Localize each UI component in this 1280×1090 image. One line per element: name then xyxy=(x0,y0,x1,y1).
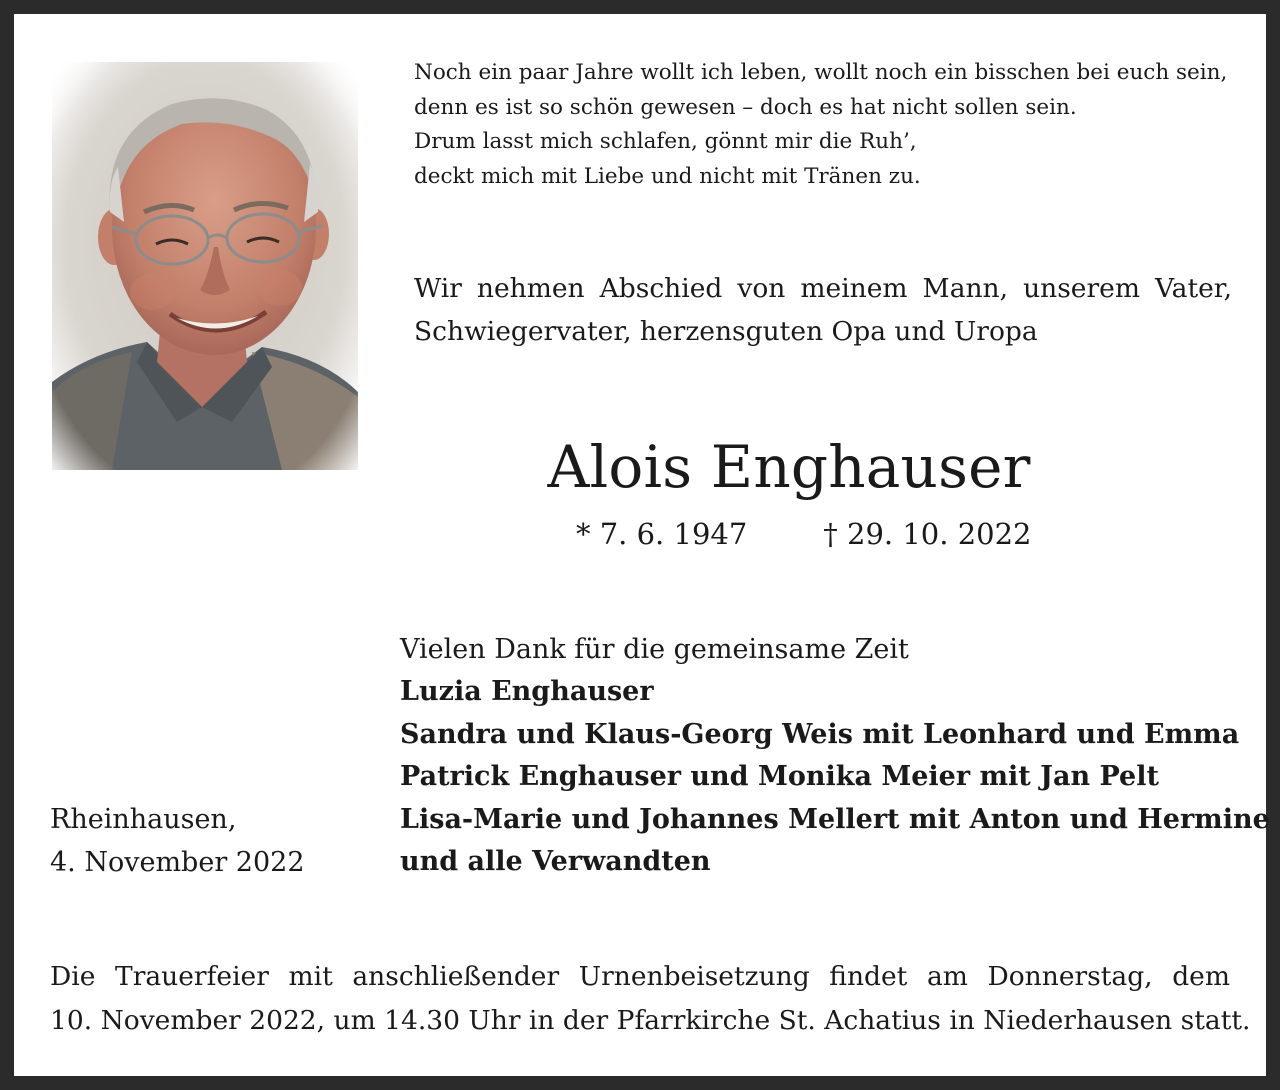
deceased-name: Alois Enghauser xyxy=(547,433,1031,501)
mourner-line: und alle Verwandten xyxy=(400,846,711,877)
poem-line: deckt mich mit Liebe und nicht mit Tränen zu. xyxy=(414,163,921,189)
mourner-line: Lisa-Marie und Johannes Mellert mit Anton und Hermine xyxy=(400,803,1270,835)
mourner-line: Sandra und Klaus-Georg Weis mit Leonhard und Emma xyxy=(400,718,1240,750)
farewell-line: Schwiegervater, herzensguten Opa und Uropa xyxy=(414,316,1038,347)
life-dates xyxy=(576,513,1032,555)
death-date: † 29. 10. 2022 xyxy=(823,517,1032,551)
mourner-line: Luzia Enghauser xyxy=(400,676,654,707)
poem-line: Noch ein paar Jahre wollt ich leben, wollt noch ein bisschen bei euch sein, xyxy=(414,60,1228,85)
service-line: 10. November 2022, um 14.30 Uhr in der Pfarrkirche St. Achatius in Niederhausen statt. xyxy=(50,1005,1251,1036)
place-line: Rheinhausen, xyxy=(50,804,237,835)
mourner-line: Patrick Enghauser und Monika Meier mit Jan Pelt xyxy=(400,761,1159,792)
service-line: Die Trauerfeier mit anschließender Urnenbeisetzung findet am Donnerstag, dem xyxy=(50,961,1230,992)
portrait-photo xyxy=(52,62,358,470)
poem-line: Drum lasst mich schlafen, gönnt mir die Ruh’, xyxy=(414,129,917,154)
thanks-line: Vielen Dank für die gemeinsame Zeit xyxy=(400,634,909,665)
birth-date: * 7. 6. 1947 xyxy=(576,517,748,551)
poem-line: denn es ist so schön gewesen – doch es hat nicht sollen sein. xyxy=(414,94,1077,120)
mourners-list xyxy=(400,671,1270,884)
poem xyxy=(414,56,1244,194)
farewell-line: Wir nehmen Abschied von meinem Mann, unserem Vater, xyxy=(414,273,1232,304)
farewell-text xyxy=(414,267,1232,353)
place-and-date xyxy=(50,799,305,884)
funeral-service-info xyxy=(50,955,1251,1043)
date-line: 4. November 2022 xyxy=(50,846,305,878)
